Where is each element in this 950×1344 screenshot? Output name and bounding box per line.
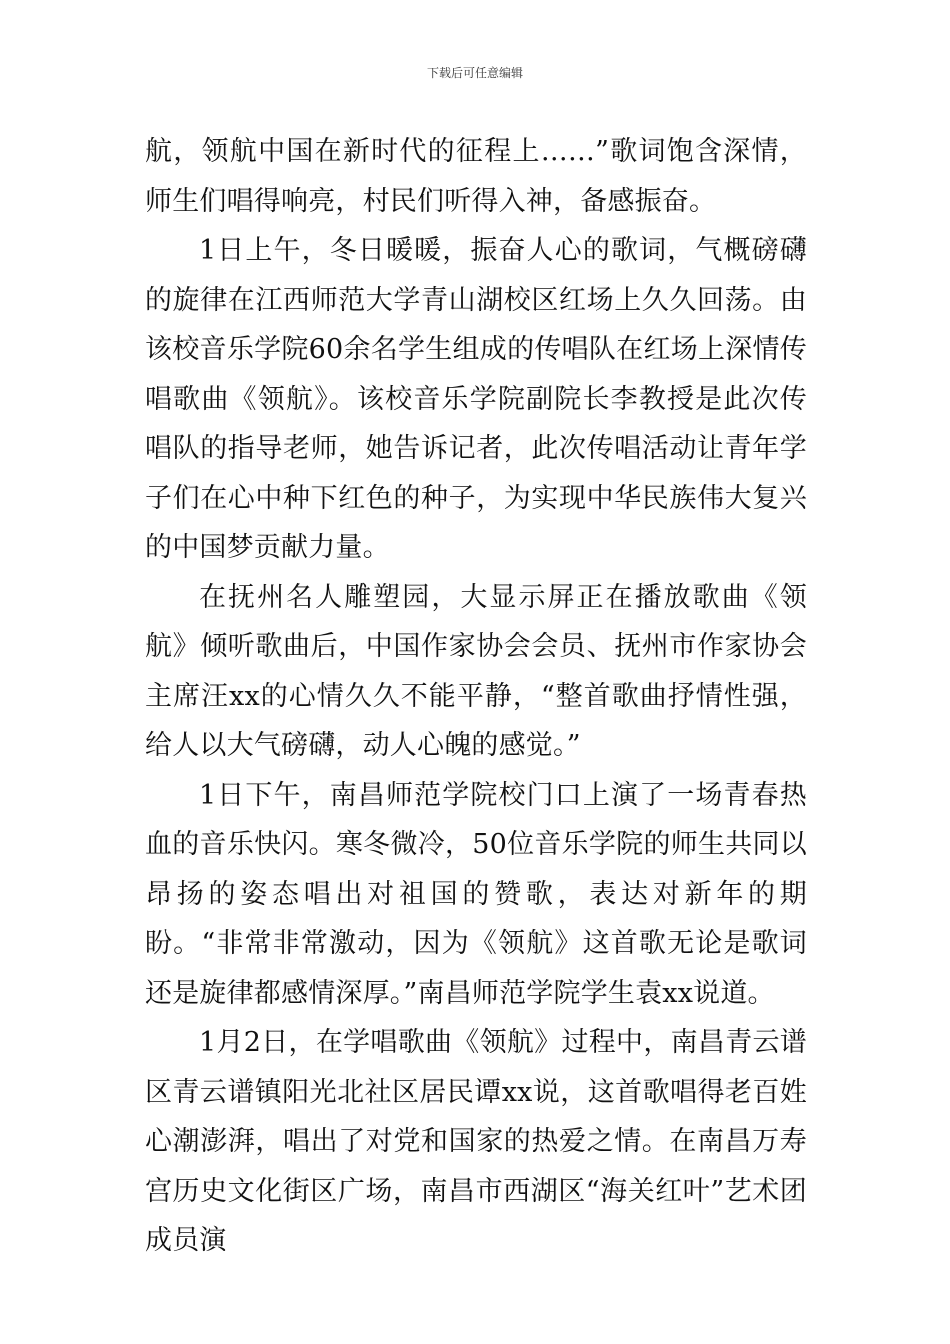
paragraph-2: 1日上午，冬日暖暖，振奋人心的歌词，气概磅礴的旋律在江西师范大学青山湖校区红场上久久回荡。由该校音乐学院60余名学生组成的传唱队在红场上深情传唱歌曲《领航》。该校音乐学院副院长李教授是此次传唱队的指导老师，她告诉记者，此次传唱活动让青年学子们在心中种下红色的种子，为实现中华民族伟大复兴的中国梦贡献力量。 (145, 235, 807, 563)
document-body (145, 127, 807, 1266)
paragraph-1: 航，领航中国在新时代的征程上……”歌词饱含深情，师生们唱得响亮，村民们听得入神，备感振奋。 (145, 136, 807, 217)
paragraph-4: 1日下午，南昌师范学院校门口上演了一场青春热血的音乐快闪。寒冬微冷，50位音乐学院的师生共同以昂扬的姿态唱出对祖国的赞歌，表达对新年的期盼。“非常非常激动，因为《领航》这首歌无论是歌词还是旋律都感情深厚。”南昌师范学院学生袁xx说道。 (145, 779, 807, 1009)
page-header-note: 下载后可任意编辑 (426, 66, 523, 80)
paragraph-5: 1月2日，在学唱歌曲《领航》过程中，南昌青云谱区青云谱镇阳光北社区居民谭xx说，这首歌唱得老百姓心潮澎湃，唱出了对党和国家的热爱之情。在南昌万寿宫历史文化街区广场，南昌市西湖区“海关红叶”艺术团成员演 (145, 1027, 807, 1256)
paragraph-3: 在抚州名人雕塑园，大显示屏正在播放歌曲《领航》倾听歌曲后，中国作家协会会员、抚州市作家协会主席汪xx的心情久久不能平静，“整首歌曲抒情性强，给人以大气磅礴，动人心魄的感觉。” (145, 581, 807, 761)
